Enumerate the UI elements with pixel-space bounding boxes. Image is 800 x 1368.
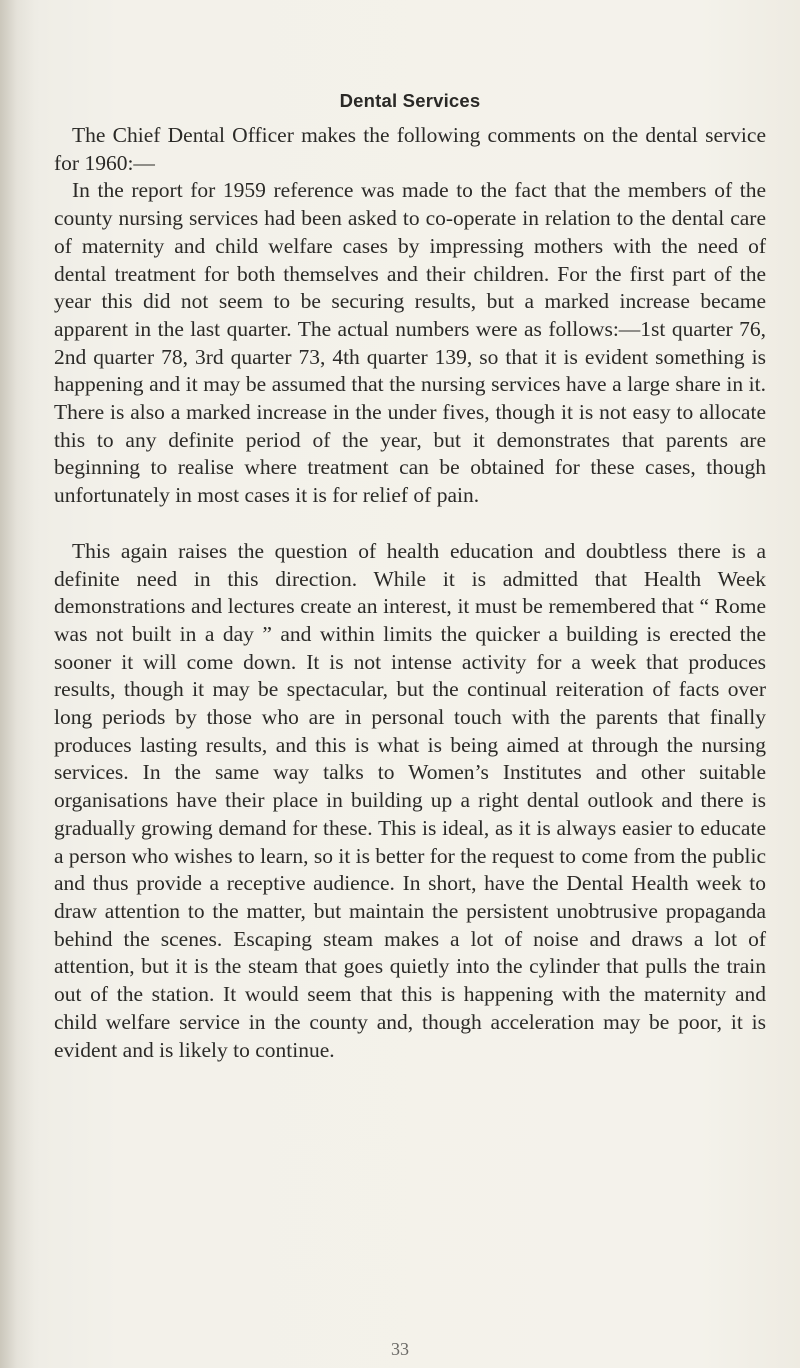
body-paragraph-nursing-services: In the report for 1959 reference was made to the fact that the members of the county nursing services had been asked to co-operate in relation to the dental care of maternity and child welfare cases by impressing mothers with the need of dental treatment for both themselves and their children. For the first part of the year this did not seem to be securing results, but a marked increase became apparent in the last quarter. The actual numbers were as follows:—1st quarter 76, 2nd quarter 78, 3rd quarter 73, 4th quarter 139, so that it is evident something is happening and it may be assumed that the nursing services have a large share in it. There is also a marked increase in the under fives, though it is not easy to allocate this to any definite period of the year, but it demonstrates that parents are beginning to realise where treatment can be obtained for these cases, though unfortunately in most cases it is for relief of pain. — [54, 178, 766, 508]
intro-paragraph: The Chief Dental Officer makes the following comments on the dental service for 1960:— — [54, 123, 766, 175]
page-content — [54, 90, 766, 1064]
section-heading: Dental Services — [339, 90, 481, 111]
page-number: 33 — [391, 1339, 409, 1359]
body-paragraph-health-education: This again raises the question of health education and doubtless there is a definite need in this direction. While it is admitted that Health Week demonstrations and lectures create an interest, it must be remembered that “ Rome was not built in a day ” and within limits the quicker a building is erected the sooner it will come down. It is not intense activity for a week that produces results, though it may be spectacular, but the continual reiteration of facts over long periods by those who are in personal touch with the parents that finally produces lasting results, and this is what is being aimed at through the nursing services. In the same way talks to Women’s Institutes and other suitable organisations have their place in building up a right dental outlook and there is gradually growing demand for these. This is ideal, as it is always easier to educate a person who wishes to learn, so it is better for the request to come from the public and thus provide a receptive audience. In short, have the Dental Health week to draw attention to the matter, but maintain the persistent unobtrusive propaganda behind the scenes. Escaping steam makes a lot of noise and draws a lot of attention, but it is the steam that goes quietly into the cylinder that pulls the train out of the station. It would seem that this is happening with the maternity and child welfare service in the county and, though acceleration may be poor, it is evident and is likely to continue. — [54, 538, 766, 1062]
binding-shadow — [0, 0, 34, 1368]
